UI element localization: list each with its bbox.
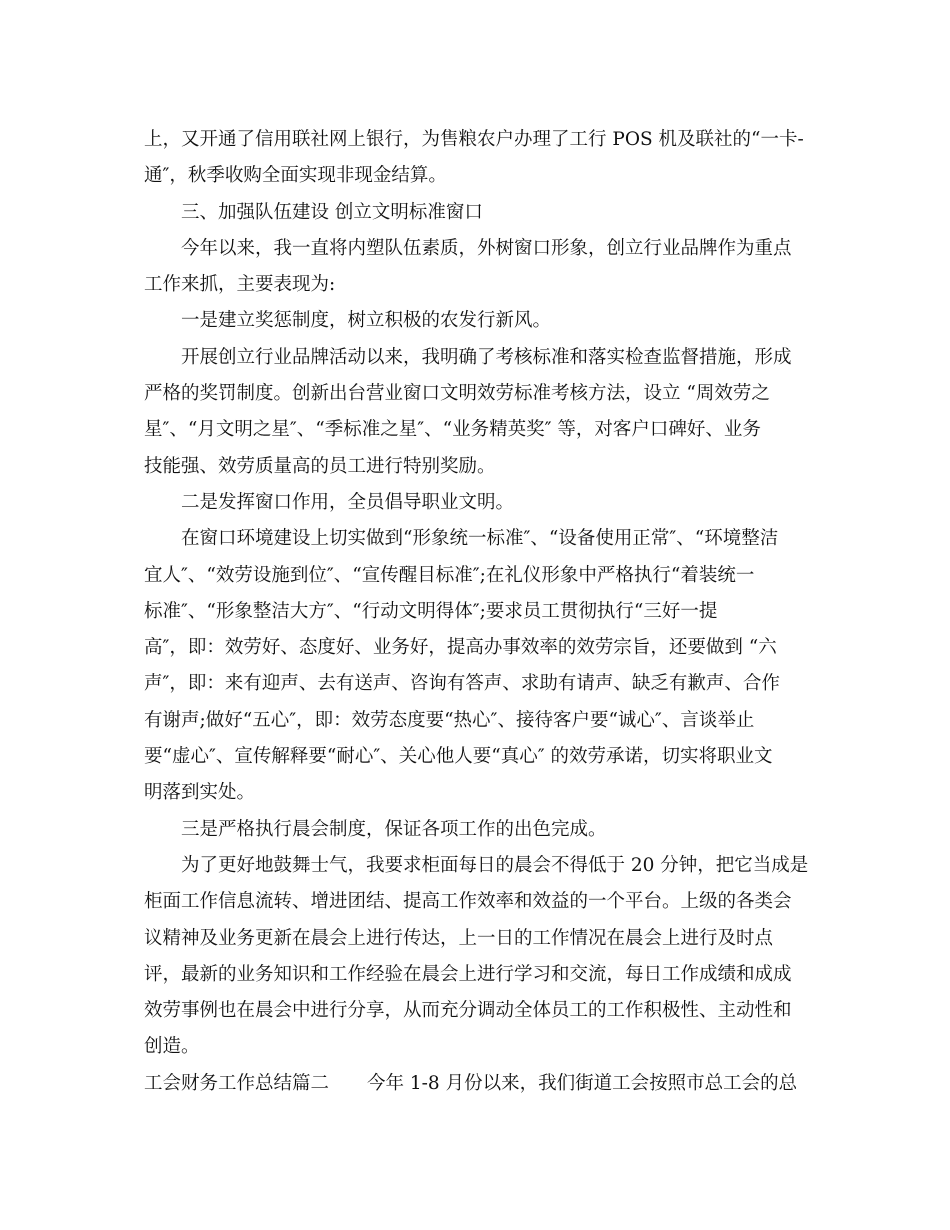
text-line: 创造。 [144,1036,200,1058]
text-line: 今年 1-8 月份以来，我们街道工会按照市总工会的总 [367,1072,798,1094]
text-line: 要“虚心″、宣传解释要“耐心″、关心他人要“真心″ 的效劳承诺，切实将职业文 [144,746,773,768]
text-line: 今年以来，我一直将内塑队伍素质，外树窗口形象，创立行业品牌作为重点 [181,237,792,259]
text-line: 为了更好地鼓舞士气，我要求柜面每日的晨会不得低于 20 分钟，把它当成是 [181,854,809,876]
text-line: 三是严格执行晨会制度，保证各项工作的出色完成。 [181,818,607,840]
document-body [144,122,810,1102]
text-line: 标准″、“形象整洁大方″、“行动文明得体″;要求员工贯彻执行“三好一提 [144,600,718,622]
text-line: 评，最新的业务知识和工作经验在晨会上进行学习和交流，每日工作成绩和成成 [144,963,792,985]
text-line: 高″，即：效劳好、态度好、业务好，提高办事效率的效劳宗旨，还要做到 “六 [144,637,777,659]
text-line: 议精神及业务更新在晨会上进行传达，上一日的工作情况在晨会上进行及时点 [144,927,774,949]
text-line: 工作来抓，主要表现为: [144,274,336,296]
text-line: 声″，即：来有迎声、去有送声、咨询有答声、求助有请声、缺乏有歉声、合作 [144,673,780,695]
text-line: 效劳事例也在晨会中进行分享，从而充分调动全体员工的工作积极性、主动性和 [144,1000,792,1022]
text-line: 一是建立奖惩制度，树立积极的农发行新风。 [181,310,552,332]
text-line: 明落到实处。 [144,782,256,804]
article-title: 工会财务工作总结篇二 [144,1072,330,1094]
text-line: 星″、“月文明之星″、“季标准之星″、“业务精英奖″ 等，对客户口碑好、业务 [144,419,761,441]
text-line: 有谢声;做好“五心″，即：效劳态度要“热心″、接待客户要“诚心″、言谈举止 [144,709,755,731]
section-heading: 三、加强队伍建设 创立文明标准窗口 [181,201,483,223]
text-line: 通″，秋季收购全面实现非现金结算。 [144,165,447,187]
text-line: 开展创立行业品牌活动以来，我明确了考核标准和落实检查监督措施，形成 [181,346,792,368]
text-line: 技能强、效劳质量高的员工进行特别奖励。 [144,455,496,477]
text-line: 严格的奖罚制度。创新出台营业窗口文明效劳标准考核方法，设立 “周效劳之 [144,383,770,405]
last-line [144,1066,810,1102]
text-line: 柜面工作信息流转、增进团结、提高工作效率和效益的一个平台。上级的各类会 [144,891,792,913]
text-line: 二是发挥窗口作用，全员倡导职业文明。 [181,491,515,513]
text-line: 宜人″、“效劳设施到位″、“宣传醒目标准″;在礼仪形象中严格执行“着装统一 [144,564,755,586]
text-line: 上，又开通了信用联社网上银行，为售粮农户办理了工行 POS 机及联社的“一卡- [144,129,804,150]
text-line: 在窗口环境建设上切实做到“形象统一标准″、“设备使用正常″、“环境整洁 [181,528,779,550]
